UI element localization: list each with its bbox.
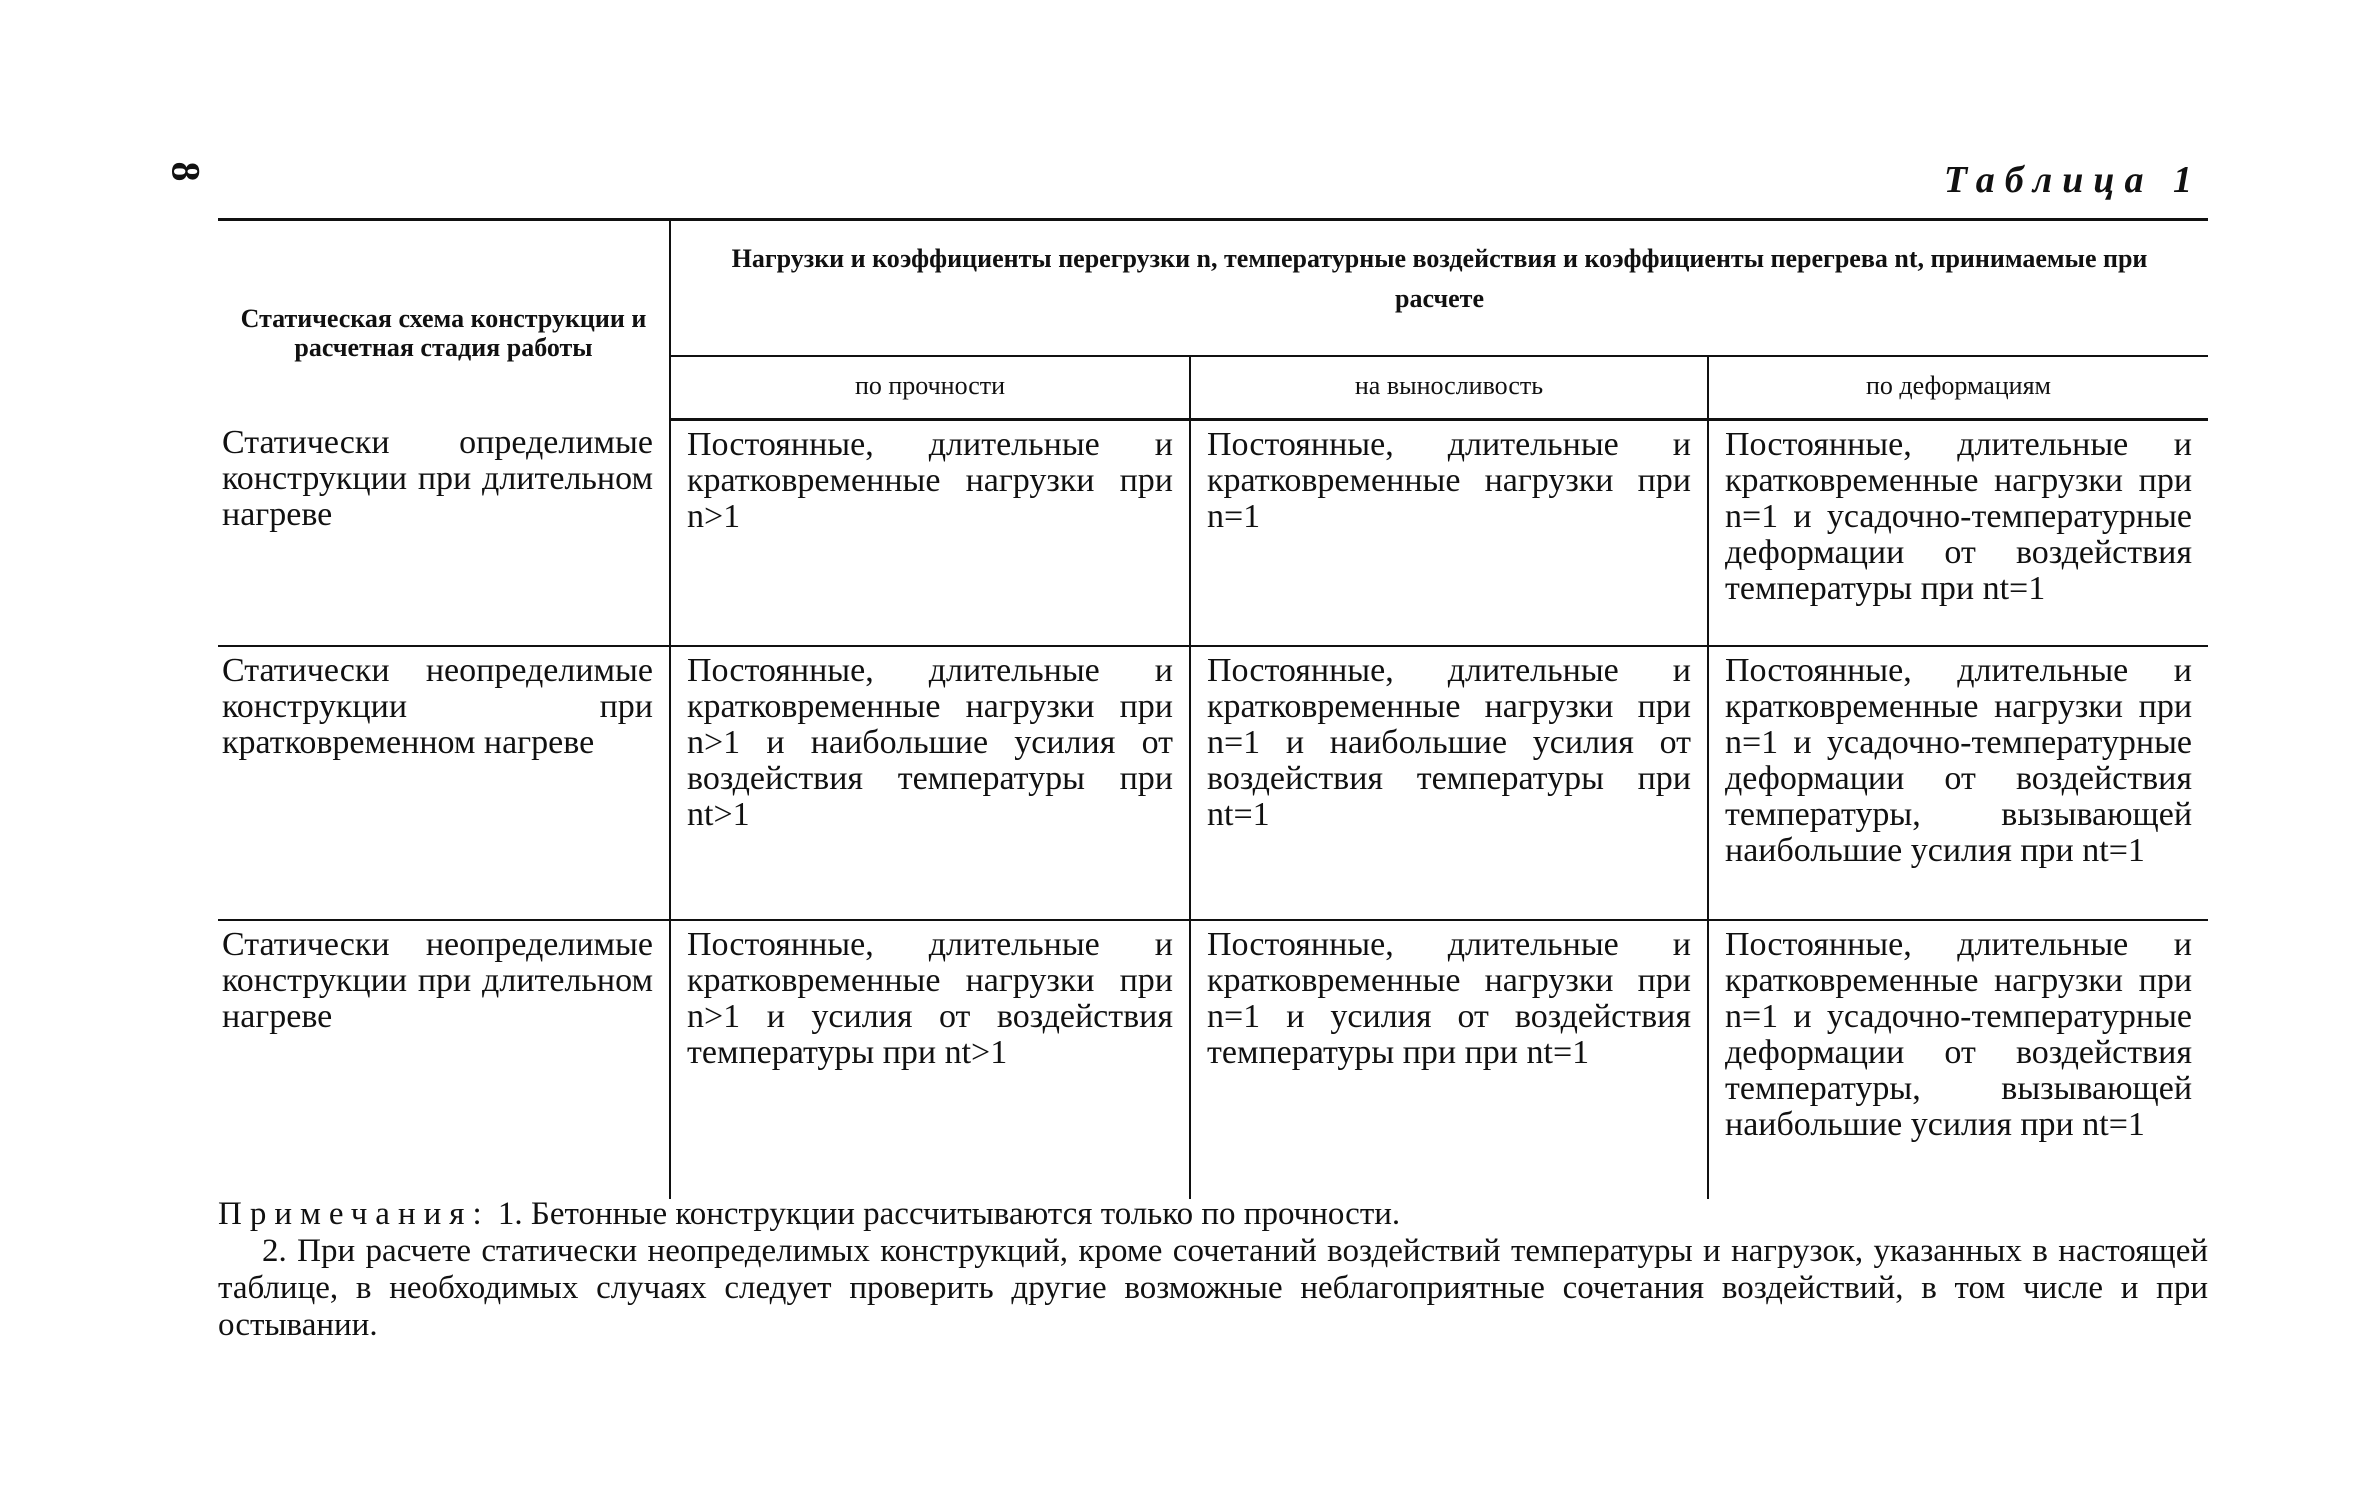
cell-strength: Постоянные, длительные и кратковременные нагрузки при n>1: [670, 419, 1190, 646]
page-number: 8: [163, 161, 209, 182]
notes-section: [218, 1196, 2208, 1344]
header-group: Нагрузки и коэффициенты перегрузки n, температурные воздействия и коэффициенты перегрева nt, принимаемые при расчете: [670, 220, 2208, 356]
cell-scheme: Статически неопределимые конструкции при кратковременном нагреве: [218, 646, 670, 920]
table-row: [218, 920, 2208, 1199]
header-endurance: на выносливость: [1190, 356, 1708, 419]
cell-deformation: Постоянные, длительные и кратковременные нагрузки при n=1 и усадочно-температурные деформации от воздействия температуры при nt=1: [1708, 419, 2208, 646]
header-scheme: Статическая схема конструкции и расчетная стадия работы: [218, 220, 670, 420]
table-header-row: [218, 220, 2208, 356]
cell-deformation: Постоянные, длительные и кратковременные нагрузки при n=1 и усадочно-температурные деформации от воздействия температуры, вызывающей наибольшие усилия при nt=1: [1708, 646, 2208, 920]
table-row: [218, 646, 2208, 920]
note-2: 2. При расчете статически неопределимых конструкций, кроме сочетаний воздействий температуры и нагрузок, указанных в настоящей таблице, в необходимых случаях следует проверить другие возможные неблагоприятные сочетания воздействий, в том числе и при остывании.: [218, 1233, 2208, 1343]
cell-scheme: Статически неопределимые конструкции при длительном нагреве: [218, 920, 670, 1199]
table-caption: Таблица 1: [1943, 159, 2202, 201]
cell-endurance: Постоянные, длительные и кратковременные нагрузки при n=1: [1190, 419, 1708, 646]
cell-strength: Постоянные, длительные и кратковременные нагрузки при n>1 и усилия от воздействия температуры при nt>1: [670, 920, 1190, 1199]
cell-endurance: Постоянные, длительные и кратковременные нагрузки при n=1 и усилия от воздействия температуры при при nt=1: [1190, 920, 1708, 1199]
data-table: [218, 218, 2208, 1199]
header-strength: по прочности: [670, 356, 1190, 419]
table-row: [218, 419, 2208, 646]
header-deformation: по деформациям: [1708, 356, 2208, 419]
cell-endurance: Постоянные, длительные и кратковременные нагрузки при n=1 и наибольшие усилия от воздействия температуры при nt=1: [1190, 646, 1708, 920]
note-1-text: 1. Бетонные конструкции рассчитываются только по прочности.: [497, 1196, 1401, 1232]
cell-strength: Постоянные, длительные и кратковременные нагрузки при n>1 и наибольшие усилия от воздействия температуры при nt>1: [670, 646, 1190, 920]
note-1: [218, 1196, 2208, 1233]
notes-title: Примечания:: [218, 1196, 490, 1232]
cell-scheme: Статически определимые конструкции при длительном нагреве: [218, 419, 670, 646]
cell-deformation: Постоянные, длительные и кратковременные нагрузки при n=1 и усадочно-температурные деформации от воздействия температуры, вызывающей наибольшие усилия при nt=1: [1725, 925, 2193, 1143]
data-table-container: [218, 218, 2208, 1199]
